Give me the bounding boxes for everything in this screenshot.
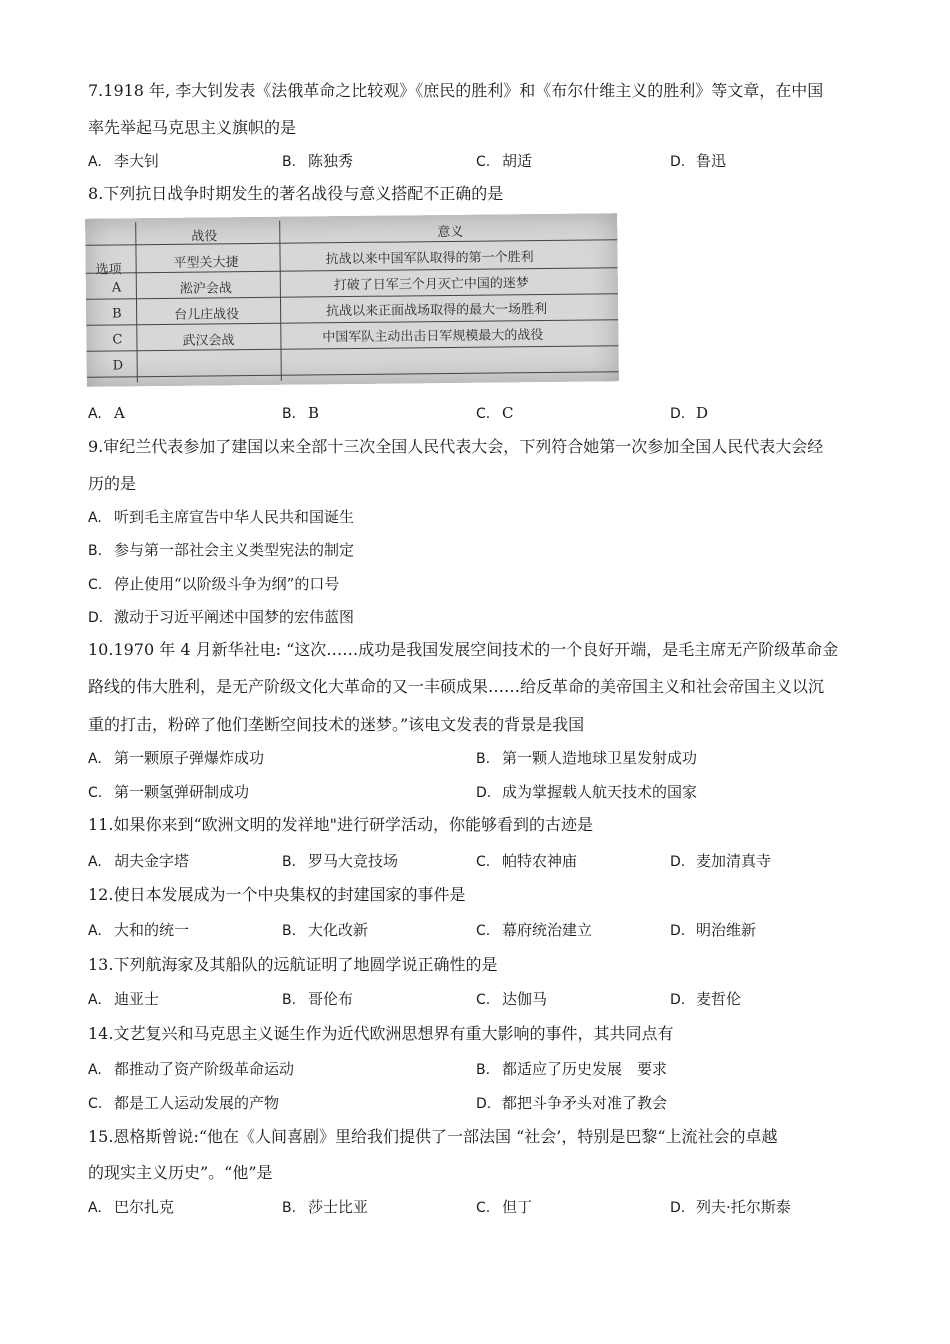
table-cell-significance: 抗战以来正面战场取得的最大一场胜利: [326, 301, 548, 320]
q9-stem-line2: 历的是: [88, 474, 137, 493]
table-header-battle: 战役: [191, 229, 218, 245]
q12-stem: 12.使日本发展成为一个中央集权的封建国家的事件是: [88, 885, 466, 904]
q7-stem-line2: 率先举起马克思主义旗帜的是: [88, 118, 297, 137]
table-rule: [87, 371, 619, 378]
option-text: 成为掌握载人航天技术的国家: [502, 783, 698, 801]
option-text: 达伽马: [502, 990, 548, 1008]
q7-option-d: [670, 151, 726, 172]
option-letter: C.: [476, 854, 491, 870]
q12-option-d: [670, 920, 756, 941]
option-text: 停止使用“以阶级斗争为纲”的口号: [114, 575, 340, 593]
q8-option-b: [282, 403, 319, 424]
option-text: 帕特农神庙: [502, 852, 578, 870]
option-text: 都适应了历史发展 要求: [502, 1060, 668, 1078]
q8-stem: 8.下列抗日战争时期发生的著名战役与意义搭配不正确的是: [88, 184, 504, 203]
option-text: 但丁: [502, 1198, 533, 1216]
option-text: 巴尔扎克: [114, 1198, 175, 1216]
option-letter: B.: [88, 543, 103, 559]
option-letter: D.: [670, 154, 686, 170]
q14-option-c: [88, 1093, 279, 1114]
option-text: 胡夫金字塔: [114, 852, 190, 870]
option-text: 大化改新: [308, 921, 369, 939]
option-letter: B.: [476, 751, 491, 767]
option-text: 哥伦布: [308, 990, 354, 1008]
option-letter: D.: [88, 610, 104, 626]
option-text: 激动于习近平阐述中国梦的宏伟蓝图: [114, 608, 355, 626]
option-text: 第一颗氢弹研制成功: [114, 783, 250, 801]
q8-option-d: [670, 403, 708, 424]
option-text: 参与第一部社会主义类型宪法的制定: [114, 541, 355, 559]
q10-stem-line1: 10.1970 年 4 月新华社电: “这次……成功是我国发展空间技术的一个良好开端，是毛主席无产阶级革命金: [88, 640, 839, 659]
q11-option-b: [282, 851, 398, 872]
q15-stem-line2: 的现实主义历史”。“他”是: [88, 1163, 273, 1182]
option-letter: D.: [670, 406, 686, 422]
q7-option-c: [476, 151, 532, 172]
q14-option-d: [476, 1093, 667, 1114]
option-text: D: [696, 404, 709, 422]
option-letter: A.: [88, 923, 102, 939]
q14-stem: 14.文艺复兴和马克思主义诞生作为近代欧洲思想界有重大影响的事件，其共同点有: [88, 1024, 674, 1043]
table-cell-significance: 中国军队主动出击日军规模最大的战役: [322, 327, 544, 346]
option-letter: A.: [88, 854, 102, 870]
option-text: 第一颗人造地球卫星发射成功: [502, 749, 698, 767]
q9-option-c: [88, 574, 339, 595]
option-text: 大和的统一: [114, 921, 190, 939]
q10-option-a: [88, 748, 264, 769]
table-cell-option: A: [111, 280, 122, 296]
table-cell-option: B: [112, 306, 122, 322]
q9-option-a: [88, 507, 354, 528]
q13-option-a: [88, 989, 159, 1010]
q12-option-a: [88, 920, 189, 941]
option-text: 都把斗争矛头对准了教会: [502, 1094, 668, 1112]
q10-option-c: [88, 782, 249, 803]
option-letter: C.: [88, 577, 103, 593]
q7-stem-line1: 7.1918 年, 李大钊发表《法俄革命之比较观》《庶民的胜利》和《布尔什维主义的胜利》等文章，在中国: [88, 81, 824, 100]
q12-option-c: [476, 920, 592, 941]
option-letter: B.: [282, 154, 297, 170]
option-text: 听到毛主席宣告中华人民共和国诞生: [114, 508, 355, 526]
table-cell-significance: 抗战以来中国军队取得的第一个胜利: [325, 250, 534, 268]
option-text: 罗马大竞技场: [308, 852, 399, 870]
q14-option-b: [476, 1059, 667, 1080]
option-text: A: [114, 404, 125, 422]
option-letter: B.: [282, 406, 297, 422]
q8-option-a: [88, 403, 125, 424]
table-cell-battle: 武汉会战: [182, 333, 235, 349]
option-text: 莎士比亚: [308, 1198, 369, 1216]
option-text: 第一颗原子弹爆炸成功: [114, 749, 265, 767]
option-letter: A.: [88, 751, 102, 767]
table-cell-battle: 台儿庄战役: [174, 307, 240, 323]
option-letter: A.: [88, 1062, 102, 1078]
option-text: 明治维新: [696, 921, 757, 939]
table-cell-option: D: [112, 358, 124, 374]
q9-option-d: [88, 607, 354, 628]
q12-option-b: [282, 920, 368, 941]
q10-stem-line3: 重的打击，粉碎了他们垄断空间技术的迷梦。”该电文发表的背景是我国: [88, 715, 585, 734]
q8-option-c: [476, 403, 513, 424]
option-letter: A.: [88, 992, 102, 1008]
table-cell-significance: 打破了日军三个月灭亡中国的迷梦: [333, 276, 529, 294]
option-text: B: [308, 404, 320, 422]
table-rule: [279, 221, 282, 381]
table-rule: [85, 239, 617, 246]
option-text: 麦加清真寺: [696, 852, 772, 870]
option-letter: A.: [88, 510, 102, 526]
q13-option-c: [476, 989, 547, 1010]
table-rule: [86, 267, 618, 274]
option-letter: B.: [282, 992, 297, 1008]
q7-option-b: [282, 151, 353, 172]
q9-stem-line1: 9.审纪兰代表参加了建国以来全部十三次全国人民代表大会，下列符合她第一次参加全国人民代表大会经: [88, 437, 824, 456]
table-cell-option: C: [112, 332, 123, 348]
option-text: 鲁迅: [696, 152, 727, 170]
option-letter: D.: [476, 785, 492, 801]
table-cell-battle: 淞沪会战: [179, 281, 232, 297]
q11-option-a: [88, 851, 189, 872]
option-text: 陈独秀: [308, 152, 354, 170]
option-letter: D.: [476, 1096, 492, 1112]
q15-option-b: [282, 1197, 368, 1218]
option-text: 幕府统治建立: [502, 921, 593, 939]
q14-option-a: [88, 1059, 294, 1080]
option-letter: B.: [282, 854, 297, 870]
table-header-option: 选项: [95, 262, 122, 278]
option-letter: D.: [670, 854, 686, 870]
option-letter: D.: [670, 992, 686, 1008]
option-letter: C.: [476, 992, 491, 1008]
option-letter: B.: [476, 1062, 491, 1078]
option-letter: C.: [88, 1096, 103, 1112]
option-text: 迪亚士: [114, 990, 160, 1008]
q11-option-c: [476, 851, 577, 872]
q15-stem-line1: 15.恩格斯曾说:“他在《人间喜剧》里给我们提供了一部法国 “社会’，特别是巴黎“上流社会的卓越: [88, 1127, 778, 1146]
option-letter: A.: [88, 1200, 102, 1216]
option-letter: B.: [282, 923, 297, 939]
q9-option-b: [88, 540, 354, 561]
table-rule: [135, 222, 138, 382]
option-letter: D.: [670, 923, 686, 939]
q15-option-a: [88, 1197, 174, 1218]
table-header-significance: 意义: [437, 224, 464, 241]
q10-option-b: [476, 748, 697, 769]
table-cell-battle: 平型关大捷: [173, 255, 239, 271]
q10-option-d: [476, 782, 697, 803]
q8-table-photo: [85, 213, 619, 387]
q13-stem: 13.下列航海家及其船队的远航证明了地圆学说正确性的是: [88, 955, 498, 974]
q10-stem-line2: 路线的伟大胜利，是无产阶级文化大革命的又一丰硕成果……给反革命的美帝国主义和社会帝国主义以沉: [88, 677, 825, 696]
q11-stem: 11.如果你来到“欧洲文明的发祥地"进行研学活动，你能够看到的古迹是: [88, 815, 593, 834]
option-letter: A.: [88, 406, 102, 422]
option-letter: B.: [282, 1200, 297, 1216]
option-text: 胡适: [502, 152, 533, 170]
q13-option-d: [670, 989, 741, 1010]
q13-option-b: [282, 989, 353, 1010]
option-text: 李大钊: [114, 152, 160, 170]
option-text: 都推动了资产阶级革命运动: [114, 1060, 295, 1078]
option-letter: C.: [476, 154, 491, 170]
option-letter: C.: [476, 923, 491, 939]
table-rule: [87, 345, 619, 352]
q7-option-a: [88, 151, 159, 172]
option-letter: C.: [88, 785, 103, 801]
option-text: 都是工人运动发展的产物: [114, 1094, 280, 1112]
option-letter: C.: [476, 406, 491, 422]
option-letter: D.: [670, 1200, 686, 1216]
q15-option-d: [670, 1197, 791, 1218]
q15-option-c: [476, 1197, 532, 1218]
option-letter: C.: [476, 1200, 491, 1216]
option-letter: A.: [88, 154, 102, 170]
option-text: 麦哲伦: [696, 990, 742, 1008]
option-text: 列夫·托尔斯泰: [696, 1198, 791, 1216]
q11-option-d: [670, 851, 771, 872]
option-text: C: [502, 404, 514, 422]
